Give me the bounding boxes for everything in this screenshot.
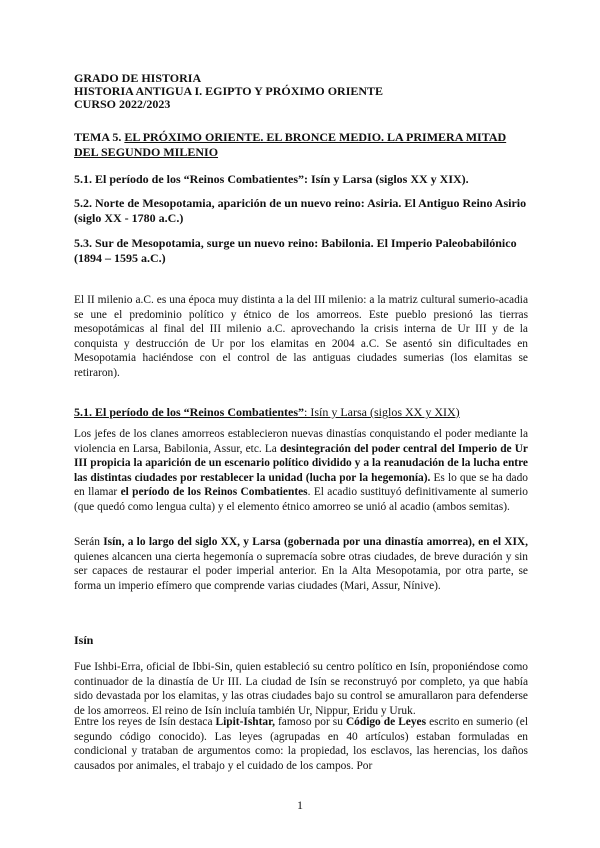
section-index-2: 5.2. Norte de Mesopotamia, aparición de un nuevo reino: Asiria. El Antiguo Reino Asirio (siglo XX - 1780 a.C.) xyxy=(74,196,527,225)
section1-paragraph-2 xyxy=(74,535,528,593)
s1p1-bold-d: el período de los Reinos Combatientes xyxy=(120,486,308,499)
year-line: CURSO 2022/2023 xyxy=(74,97,171,111)
course-line: HISTORIA ANTIGUA I. EGIPTO Y PRÓXIMO ORIENTE xyxy=(74,84,384,98)
isin-paragraph-2 xyxy=(74,715,528,773)
s1p2-text-c: quienes alcancen una cierta hegemonía o supremacía sobre otras ciudades, de breve duración y sin ser capaces de restaurar el poder imperial anterior. En la Alta Mesopotamia, por otra parte, se forma un imperio efímero que comprende varias ciudades (Mari, Assur, Nínive). xyxy=(74,550,528,592)
intro-text: El II milenio a.C. es una época muy distinta a la del III milenio: a la matriz cultural sumerio-acadia se une el predominio político y étnico de los amorreos. Este pueblo presionó las tierras mesopotámicas al final del III milenio a.C. aprovechando la crisis interna de Ur III y de la conquista y destrucción de Ur por los elamitas en 2004 a.C. Se asentó sin dificultades en Mesopotamia haciéndose con el control de las antiguas ciudades sumerias (los elamitas se retiraron). xyxy=(74,294,528,379)
section-index-3: 5.3. Sur de Mesopotamia, surge un nuevo reino: Babilonia. El Imperio Paleobabilónico (1894 – 1595 a.C.) xyxy=(74,236,517,265)
s1p1-text-c: Es lo que se ha dado en llamar xyxy=(74,471,529,499)
isin-paragraph-1 xyxy=(74,660,528,718)
isin-p1-text: Fue Ishbi-Erra, oficial de Ibbi-Sin, quien estableció su centro político en Isín, proponiéndose como continuador de la dinastía de Ur III. La ciudad de Isín se reconstruyó por completo, ya que había sido devastada por los elamitas, y las otras ciudades bajo su control se amurallaron para defenderse de los amorreos. El reino de Isín incluía también Ur, Nippur, Eridu y Uruk. xyxy=(74,661,528,717)
s1p1-text-a: Los jefes de los clanes amorreos establecieron nuevas dinastías conquistando el poder mediante la violencia en Larsa, Babilonia, Assur, etc. La xyxy=(74,428,528,455)
section1-heading xyxy=(74,405,528,420)
topic-prefix: TEMA 5. xyxy=(74,130,125,144)
isin-p2-bold-d: Código de Leyes xyxy=(345,716,427,728)
section-index-1: 5.1. El período de los “Reinos Combatientes”: Isín y Larsa (siglos XX y XIX). xyxy=(74,172,469,186)
section1-heading-tail: : Isín y Larsa (siglos XX y XIX) xyxy=(304,405,460,419)
page-number: 1 xyxy=(297,798,303,812)
topic-title xyxy=(74,130,528,160)
degree-line: GRADO DE HISTORIA xyxy=(74,71,202,85)
document-header xyxy=(74,72,528,111)
isin-p2-text-e: escrito en sumerio (el segundo código conocido). Las leyes (agrupadas en 40 artículos) estaban formuladas en condicional y trataban de argumentos como: la propiedad, los esclavos, las herencias, los daños causados por animales, el trabajo y el cuidado de los campos. Por xyxy=(74,716,528,772)
isin-heading: Isín xyxy=(74,633,94,647)
s1p1-text-e: . El acadio sustituyó definitivamente al sumerio (que quedó como lengua culta) y el elemento étnico amorreo se unió al acadio (ambos semitas). xyxy=(74,486,528,513)
section1-heading-main: 5.1. El período de los “Reinos Combatientes” xyxy=(74,405,305,419)
section1-paragraph-1 xyxy=(74,427,528,515)
isin-p2-text-c: famoso por su xyxy=(274,716,346,728)
s1p1-bold-b: desintegración del poder central del Imperio de Ur III propicia la aparición de un escenario político dividido y a la reanudación de la lucha entre las distintas ciudades por restablecer la unidad (lucha por la hegemonía). xyxy=(74,442,528,484)
s1p2-text-a: Serán xyxy=(74,536,104,548)
s1p2-bold-b: Isín, a lo largo del siglo XX, y Larsa (gobernada por una dinastía amorrea), en el XIX, xyxy=(103,536,528,548)
isin-p2-bold-b: Lipit-Ishtar, xyxy=(215,716,275,728)
isin-p2-text-a: Entre los reyes de Isín destaca xyxy=(74,716,216,728)
intro-paragraph xyxy=(74,293,528,381)
topic-name: EL PRÓXIMO ORIENTE. EL BRONCE MEDIO. LA PRIMERA MITAD DEL SEGUNDO MILENIO xyxy=(74,130,507,159)
